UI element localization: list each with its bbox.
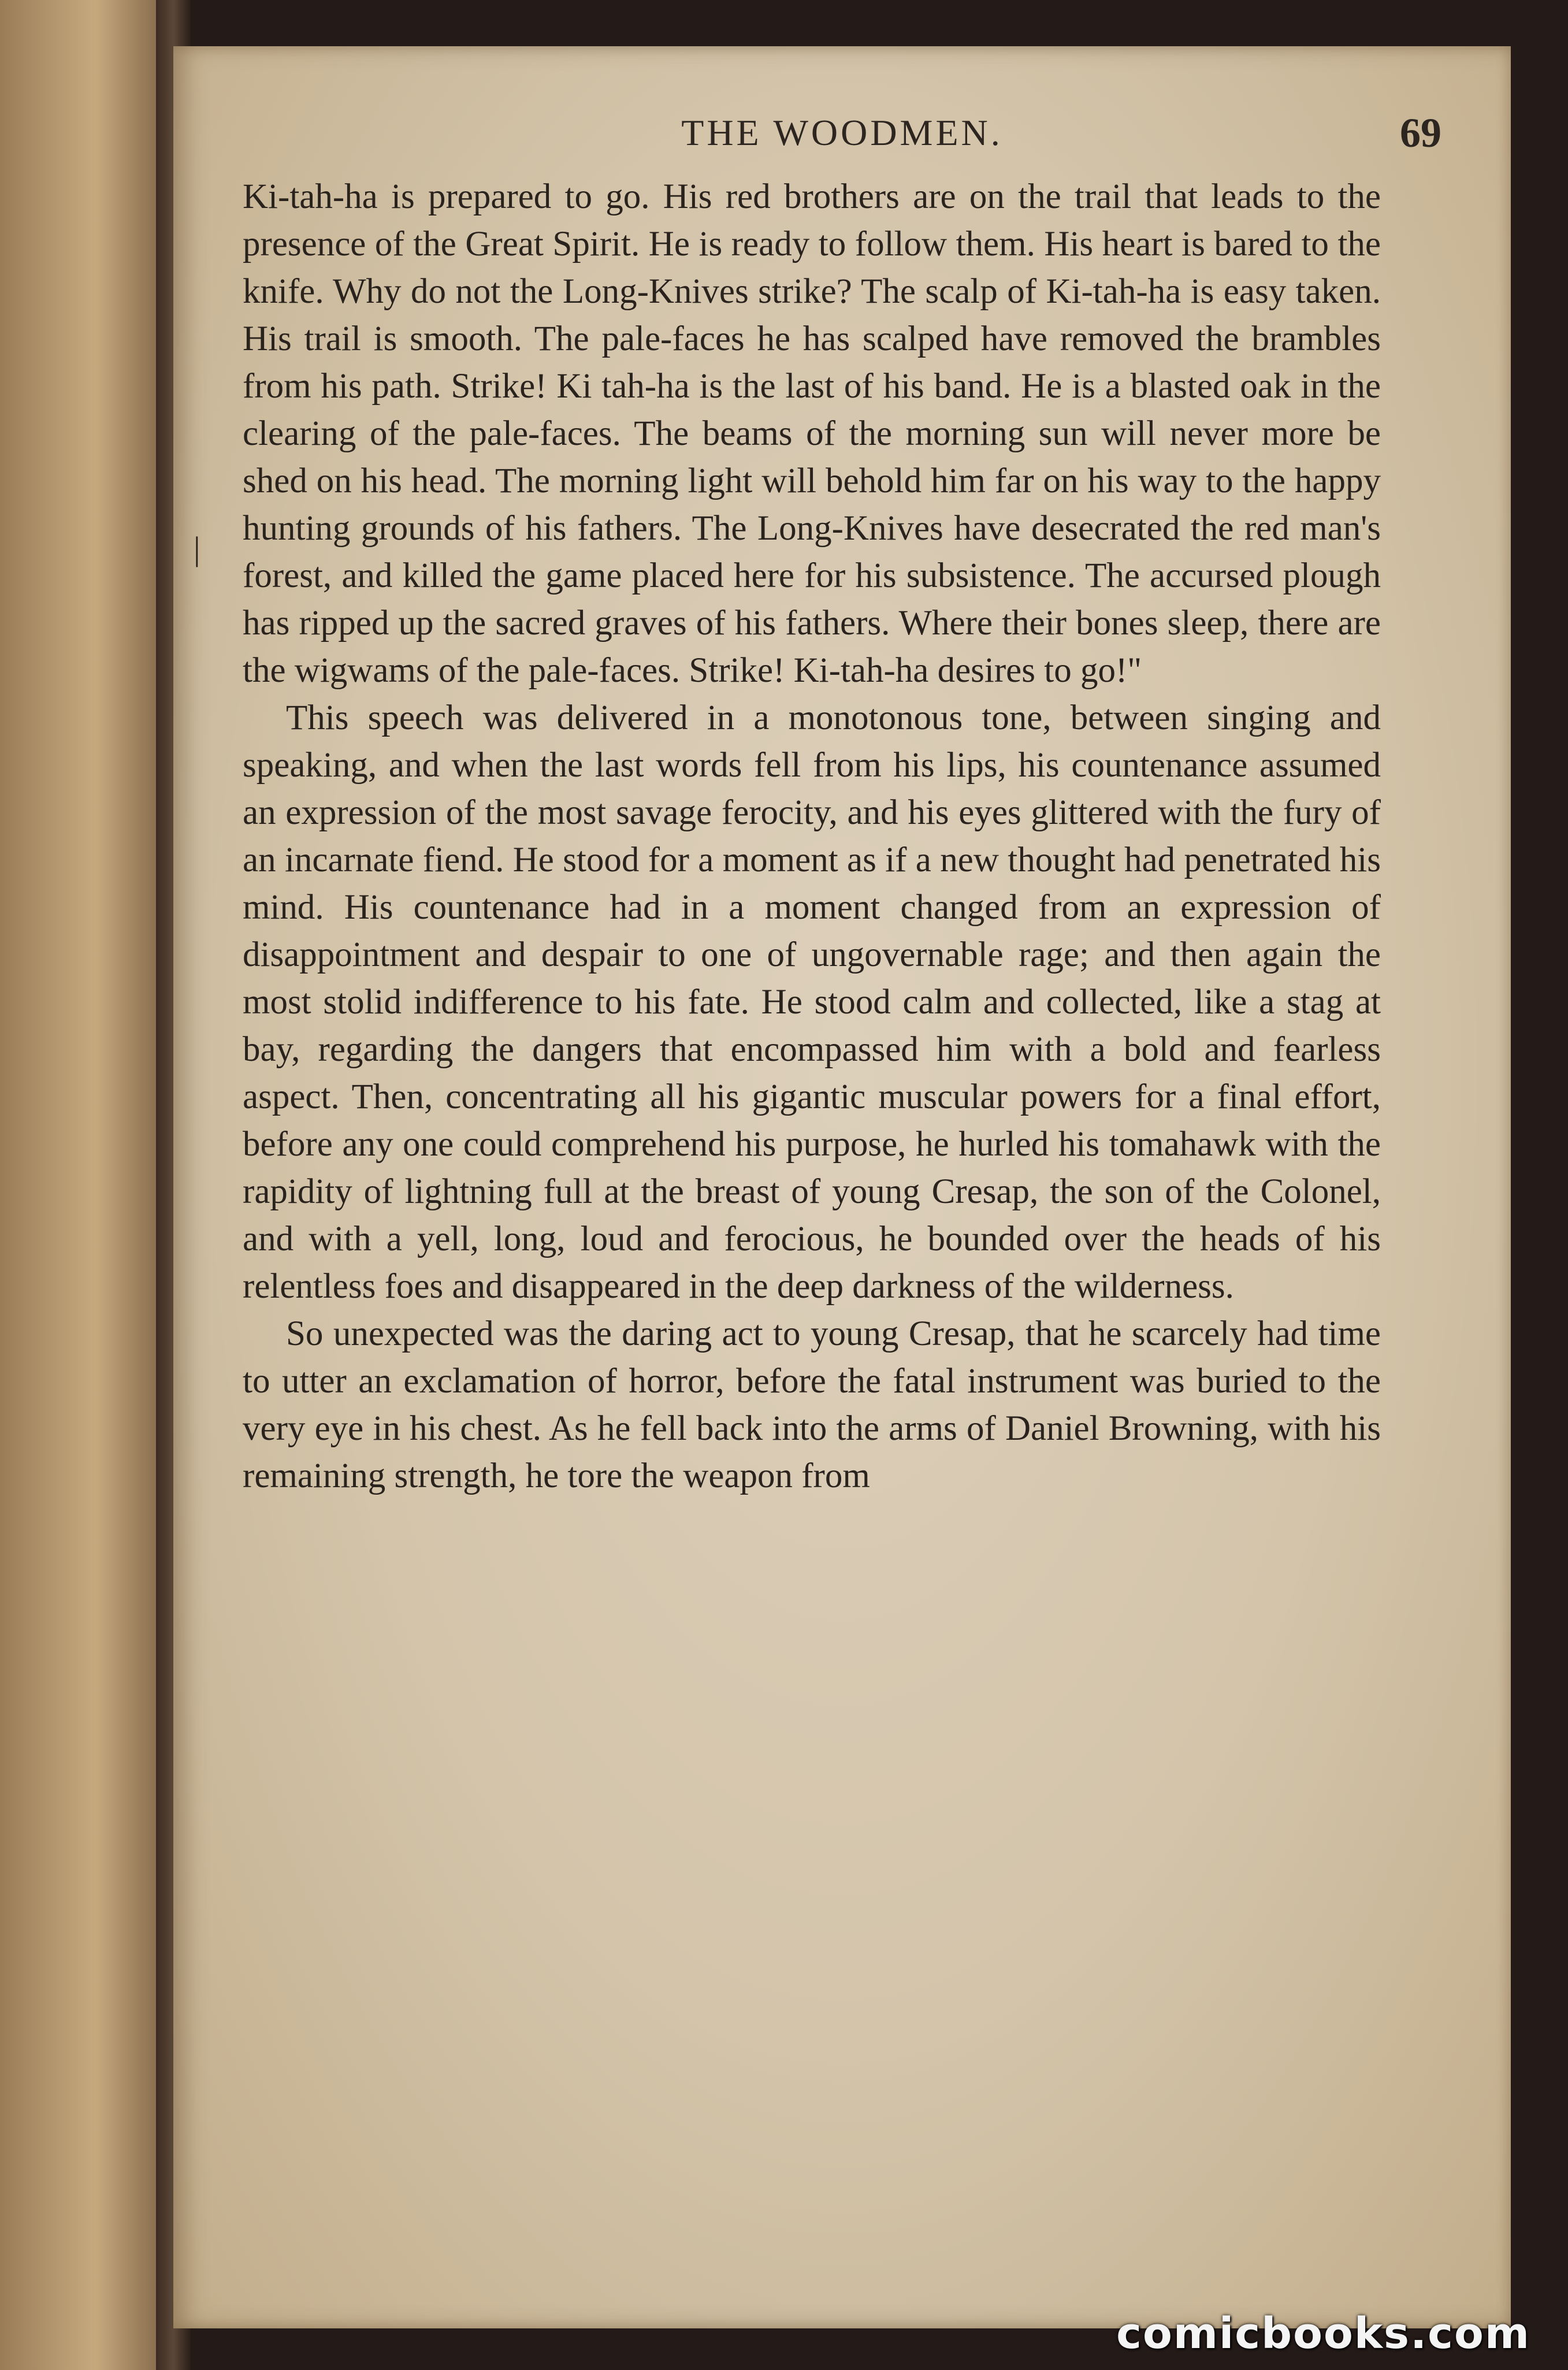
watermark: comicbooks.com [1116, 2309, 1530, 2358]
body-text [243, 173, 1381, 1500]
paragraph-narration: This speech was delivered in a monotonous tone, between singing and speaking, and when the last words fell from his lips, his countenance assumed an expression of the most savage ferocity, and his eyes glittered with the fury of an incarnate fiend. He stood for a moment as if a new thought had penetrated his mind. His countenance had in a moment changed from an expression of disappointment and despair to one of ungovernable rage; and then again the most stolid indifference to his fate. He stood calm and collected, like a stag at bay, regarding the dangers that encompassed him with a bold and fearless aspect. Then, concentrating all his gigantic muscular powers for a final effort, before any one could comprehend his purpose, he hurled his tomahawk with the rapidity of lightning full at the breast of young Cresap, the son of the Colonel, and with a yell, long, loud and ferocious, he bounded over the heads of his relentless foes and disappeared in the deep darkness of the wilderness. [243, 699, 1381, 1306]
page-number: 69 [1400, 110, 1441, 156]
margin-mark: | [194, 530, 200, 567]
running-title: THE WOODMEN. [681, 112, 1003, 153]
paragraph-speech: Ki-tah-ha is prepared to go. His red brothers are on the trail that leads to the presence of the Great Spirit. He is ready to follow them. His heart is bared to the knife. Why do not the Long-Knives strike? The scalp of Ki-tah-ha is easy taken. His trail is smooth. The pale-faces he has scalped have removed the brambles from his path. Strike! Ki tah-ha is the last of his band. He is a blasted oak in the clearing of the pale-faces. The beams of the morning sun will never more be shed on his head. The morning light will behold him far on his way to the happy hunting grounds of his fathers. The Long-Knives have desecrated the red man's forest, and killed the game placed here for his subsistence. The accursed plough has ripped up the sacred graves of his fathers. Where their bones sleep, there are the wigwams of the pale-faces. Strike! Ki-tah-ha desires to go!" [243, 177, 1381, 690]
paragraph-cresap: So unexpected was the daring act to young Cresap, that he scarcely had time to utter an exclamation of horror, before the fatal instrument was buried to the very eye in his chest. As he fell back into the arms of Daniel Browning, with his remaining strength, he tore the weapon from [243, 1314, 1381, 1495]
book-page [173, 46, 1511, 2328]
page-header [243, 110, 1441, 156]
facing-page-edge [0, 0, 173, 2370]
